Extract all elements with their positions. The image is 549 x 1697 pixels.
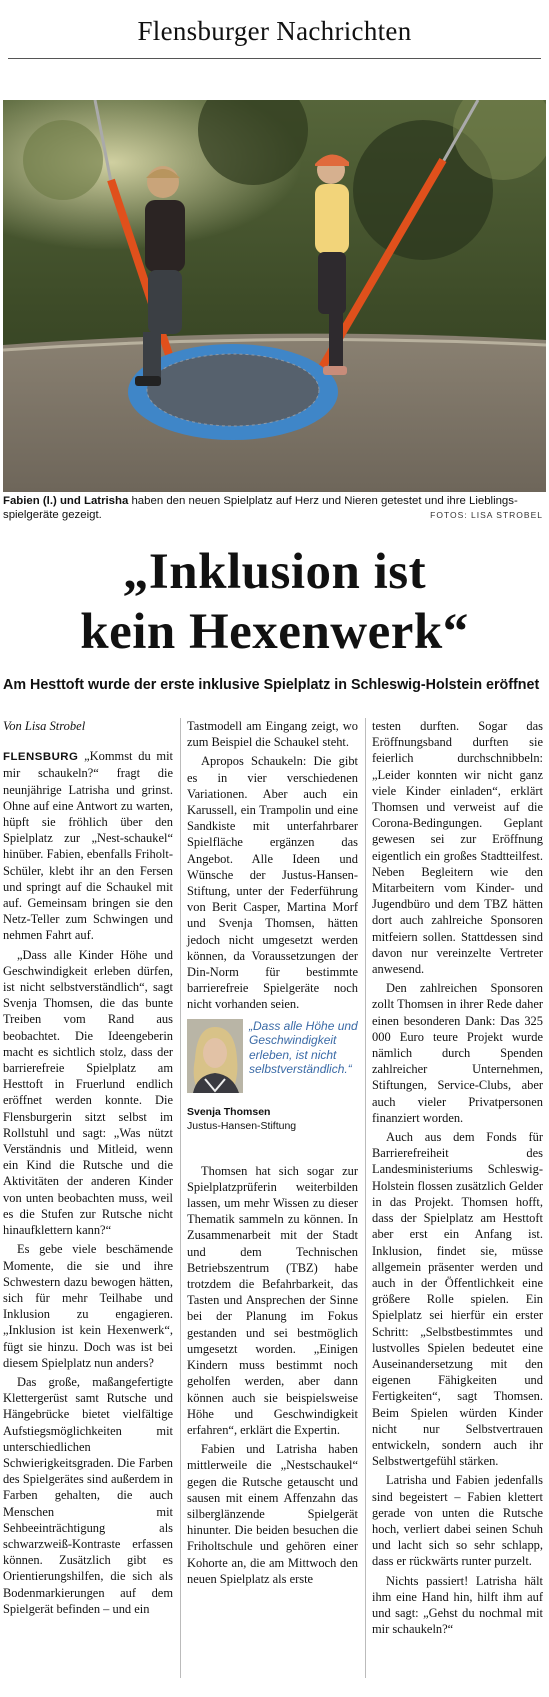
lead-photo <box>3 100 546 492</box>
article-paragraph: Das große, maßangefertigte Klettergerüst samt Rutsche und Hängebrücke bietet vielfältige Aufstiegsmöglichkeiten mit unterschiedlichen Schwierigkeitsgraden. Die Farben des Spielgerätes sind außerdem in Farben gehalten, die auch Menschen mit Sehbeeinträchtigung als schwarzweiß-Kontraste erfassen können. Zusätzlich gibt es Orientierungshilfen, die sich als Bodenmarkierungen auf dem Spielgerät befinden – und ein <box>3 1374 173 1616</box>
article-paragraph: Tastmodell am Eingang zeigt, wo zum Beispiel die Schaukel steht. <box>187 719 358 750</box>
article-paragraph: Auch aus dem Fonds für Barrierefreiheit des Landesministeriums Schleswig-Holstein flossen zusätzlich Gelder in das Projekt. Thomsen hofft, dass der Spielplatz am Hesttoft aber erst ein Anfang ist. Inklusion, findet sie, müsse allgemein präsenter werden und auch in der Öffentlichkeit eine größere Rolle spielen. Ein Spielplatz sei hierfür ein erster Schritt: „Selbstbestimmtes und lustvolles Spielen bedeutet eine Auseinandersetzung mit den eigenen Fähigkeiten und Fertigkeiten“, sagt Thomsen. Beim Spielen würden Kinder nicht nur Selbstvertrauen entwickeln, sondern auch ihr Selbstwertgefühl stärken. <box>372 1130 543 1469</box>
article-paragraph: „Dass alle Kinder Höhe und Geschwindigkeit erleben dürfen, ist nicht selbstverständlich“, sagt Svenja Thomsen, die das bunte Treiben vom Rand aus beobachtet. Die Ideengeberin macht es sichtlich stolz, dass der barrierefreie Spielplatz am Hesttoft in Fruerlund endlich eröffnet werden konnte. Die Flensburgerin sitzt selbst im Rollstuhl und sagt: „Was nützt Verständnis und Mitleid, wenn ein Kind die Rutsche und die Aktivitäten der anderen Kinder von unten beobachten muss, weil es die Stufen zur Rutsche nicht hinaufklettern kann?“ <box>3 947 173 1238</box>
quote-person-role: Justus-Hansen-Stiftung <box>187 1119 297 1132</box>
pull-quote <box>187 1019 358 1147</box>
photo-credit: FOTOS: LISA STROBEL <box>430 510 543 520</box>
article-paragraph: Fabien und Latrisha haben mittlerweile die „Nestschaukel“ gegen die Rutsche getauscht und sausen mit einem Affenzahn das silberglänzende Spielgerät hinunter. Die beiden besuchen die Friholtschule und gehören einer Kohorte an, die am Mittwoch den neuen Spielplatz als erste <box>187 1442 358 1586</box>
quote-text: „Dass alle Höhe und Geschwindigkeit erleben, ist nicht selbstverständlich.“ <box>249 1018 358 1077</box>
article-paragraph: Den zahlreichen Sponsoren zollt Thomsen in ihrer Rede daher einen besonderen Dank: Das 325 000 Euro teure Projekt wurde nämlich durch Spenden zahlreicher Unternehmen, Stiftungen, Service-Clubs, aber auch vieler Privatpersonen finanziert worden. <box>372 981 543 1125</box>
article-column-3 <box>372 718 543 1640</box>
article-column-2 <box>187 718 358 1590</box>
column-divider <box>365 718 366 1678</box>
article-paragraph: testen durften. Sogar das Eröffnungsband durften sie feierlich durchschnibbeln: „Leider konnten wir nicht ganz viele Kinder einladen“, erklärt Thomsen und verweist auf die Corona-Bedingungen. Geplant gewesen sei zur Eröffnung eigentlich ein großes Stadtteilfest. Neben Begleitern wie den Mitarbeitern vom Kinder- und Jugendbüro und dem TBZ hätten dort auch zahlreiche Sponsoren mitfeiern sollen. Stattdessen sind davon nur vereinzelte Vertreter anwesend. <box>372 719 543 977</box>
article-paragraph: Thomsen hat sich sogar zur Spielplatzprüferin weiterbilden lassen, um mehr Wissen zu dieser Thematik sammeln zu können. In Zusammenarbeit mit der Stadt und dem Technischen Betriebszentrum (TBZ) habe trotzdem die Befahrbarkeit, das Tasten und Ansprechen der Sinne bei der Planung im Fokus gestanden und sei bestmöglich umgesetzt worden. „Einigen Kindern muss bestimmt noch geholfen werden, aber dann können auch sie beispielsweise Höhe und Geschwindigkeit erfahren“, erklärt die Expertin. <box>187 1163 358 1437</box>
headline <box>0 542 549 662</box>
headline-line-1: „Inklusion ist <box>122 544 427 600</box>
column-divider <box>180 718 181 1678</box>
article-paragraph: Apropos Schaukeln: Die gibt es in vier verschiedenen Variationen. Aber auch ein Karussell, ein Trampolin und eine Sandkiste mit unterfahrbarer Spielfläche ergänzen das Angebot. Alle Ideen und Wünsche der Justus-Hansen-Stiftung, unter der Federführung von Berit Casper, Martina Morf und Svenja Thomsen, hätten jedoch nicht umgesetzt werden können, da Voraussetzungen der Din-Norm für bestimmte barrierefreie Spielgeräte noch nicht vorhanden seien. <box>187 754 358 1012</box>
caption-text: haben den neuen Spielplatz auf Herz und Nieren getestet und ihre Lieblings-spielgeräte gezeigt. <box>3 495 518 521</box>
subheadline: Am Hesttoft wurde der erste inklusive Spielplatz in Schleswig-Holstein eröffnet <box>3 677 540 693</box>
masthead-rule <box>8 58 541 59</box>
article-paragraph: Nichts passiert! Latrisha hält ihm eine Hand hin, hilft ihm auf und sagt: „Gehst du nochmal mit mir schaukeln?“ <box>372 1573 543 1637</box>
dateline: FLENSBURG <box>3 751 79 764</box>
newspaper-title: Flensburger Nachrichten <box>137 16 412 46</box>
portrait-image <box>187 1019 243 1093</box>
quote-person-name: Svenja Thomsen <box>187 1105 271 1118</box>
masthead <box>0 0 549 66</box>
caption-names: Fabien (l.) und Latrisha <box>3 495 129 507</box>
playground-swing-image <box>3 100 546 492</box>
article-column-1 <box>3 718 173 1620</box>
byline: Von Lisa Strobel <box>3 719 86 733</box>
headline-line-2: kein Hexenwerk“ <box>80 604 469 660</box>
article-paragraph: Latrisha und Fabien jedenfalls sind begeistert – Fabien klettert gerade von unten die Rutsche hoch, verliert dabei seinen Schuh und lacht sich so sehr schlapp, dass er rückwärts runter purzelt. <box>372 1473 543 1569</box>
portrait-photo <box>187 1019 243 1093</box>
article-paragraph: Es gebe viele beschämende Momente, die sie und ihre Schwestern dazu bewogen hätten, sich für mehr Teilhabe und Inklusion zu engagieren. „Inklusion ist kein Hexenwerk“, fügt sie hinzu. Doch was ist bei diesem Spielplatz nun anders? <box>3 1242 173 1370</box>
article-paragraph: FLENSBURG „Kommst du mit mir schaukeln?“ fragt die neunjährige Latrisha und grinst. Ohne auf eine Antwort zu warten, hüpft sie fröhlich über den Spielplatz zur „Nest-schaukel“ hinüber. Fabien, ebenfalls Friholt-Schüler, klebt ihr an den Fersen und springt auf die Schaukel mit auf. Gemeinsam bringen sie den Netz-Teller zum Schwingen und nehmen Fahrt auf. <box>3 749 173 943</box>
